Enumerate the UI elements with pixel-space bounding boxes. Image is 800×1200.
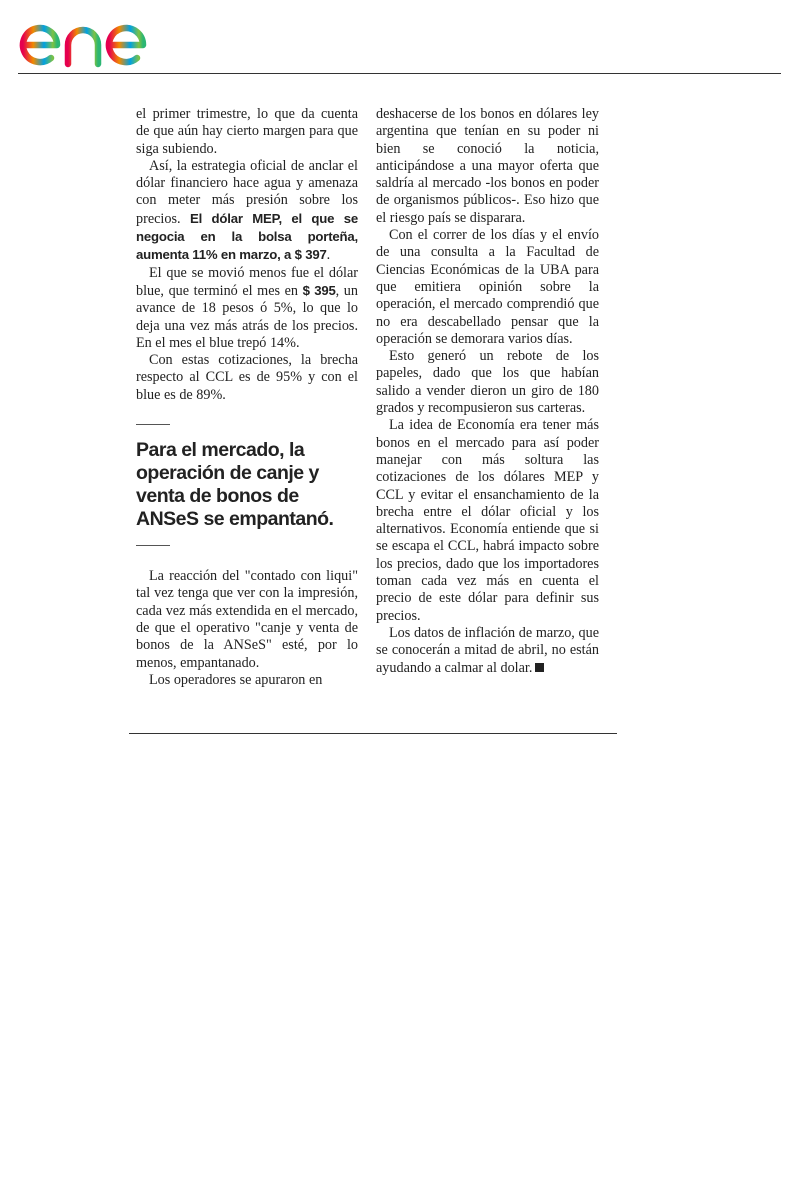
article-subhead: Para el mercado, la operación de canje y venta de bonos de ANSeS se empantanó.	[136, 439, 334, 531]
paragraph: La idea de Economía era tener más bonos en el mercado para así poder manejar con más soltura las cotizaciones de los dólares MEP y CCL y evitar el ensanchamiento de la brecha entre el dólar oficial y los alternativos. Economía entiende que si se escapa el CCL, habrá impacto sobre los precios, dado que los importadores toman cada vez más en cuenta el precio de este dólar para definir sus precios.	[376, 417, 599, 624]
paragraph: el primer trimestre, lo que da cuenta de que aún hay cierto margen para que siga subiendo.	[136, 106, 358, 157]
subhead-divider-top	[136, 424, 170, 425]
paragraph: El que se movió menos fue el dólar blue, que terminó el mes en $ 395, un avance de 18 pesos ó 5%, lo que lo deja una vez más atrás de los precios. En el mes el blue trepó 14%.	[136, 264, 358, 351]
article-bottom-divider	[129, 733, 617, 734]
paragraph: Así, la estrategia oficial de anclar el dólar financiero hace agua y amenaza con meter más presión sobre los precios. El dólar MEP, el que se negocia en la bolsa porteña, aumenta 11% en marzo, a $ 397.	[136, 157, 358, 264]
paragraph: Los operadores se apuraron en	[149, 671, 323, 688]
paragraph: Esto generó un rebote de los papeles, dado que los que habían salido a vender dieron un giro de 180 grados y recompusieron sus carteras.	[376, 348, 599, 417]
page-header	[0, 0, 800, 76]
paragraph: La reacción del "contado con liqui" tal vez tenga que ver con la impresión, cada vez más extendida en el mercado, de que el operativo "canje y venta de bonos de la ANSeS" esté, por lo menos, empantanado.	[136, 568, 358, 671]
paragraph: Con el correr de los días y el envío de una consulta a la Facultad de Ciencias Económicas de la UBA para que emitiera opinión sobre la operación, el mercado comprendió que no era descabellado pensar que la operación se demorara varios días.	[376, 227, 599, 347]
highlight-text: El dólar MEP, el que se negocia en la bolsa porteña, aumenta 11% en marzo, a $ 397	[136, 210, 358, 263]
paragraph: Los datos de inflación de marzo, que se conocerán a mitad de abril, no están ayudando a calmar al dolar.	[376, 624, 599, 676]
article-column-right	[376, 106, 599, 677]
paragraph: Con estas cotizaciones, la brecha respecto al CCL es de 95% y con el blue es de 89%.	[136, 352, 358, 403]
article-column-left	[136, 106, 358, 689]
paragraph: deshacerse de los bonos en dólares ley argentina que tenían en su poder ni bien se conoció la noticia, anticipándose a una mayor oferta que saldría al mercado -los bonos en poder de organismos públicos-. Eso hizo que el riesgo país se disparara.	[376, 106, 599, 226]
subhead-divider-bottom	[136, 545, 170, 546]
highlight-text: $ 395	[302, 282, 336, 298]
enel-logo	[16, 4, 180, 68]
end-of-article-square-icon	[535, 663, 544, 672]
header-divider	[18, 73, 781, 74]
